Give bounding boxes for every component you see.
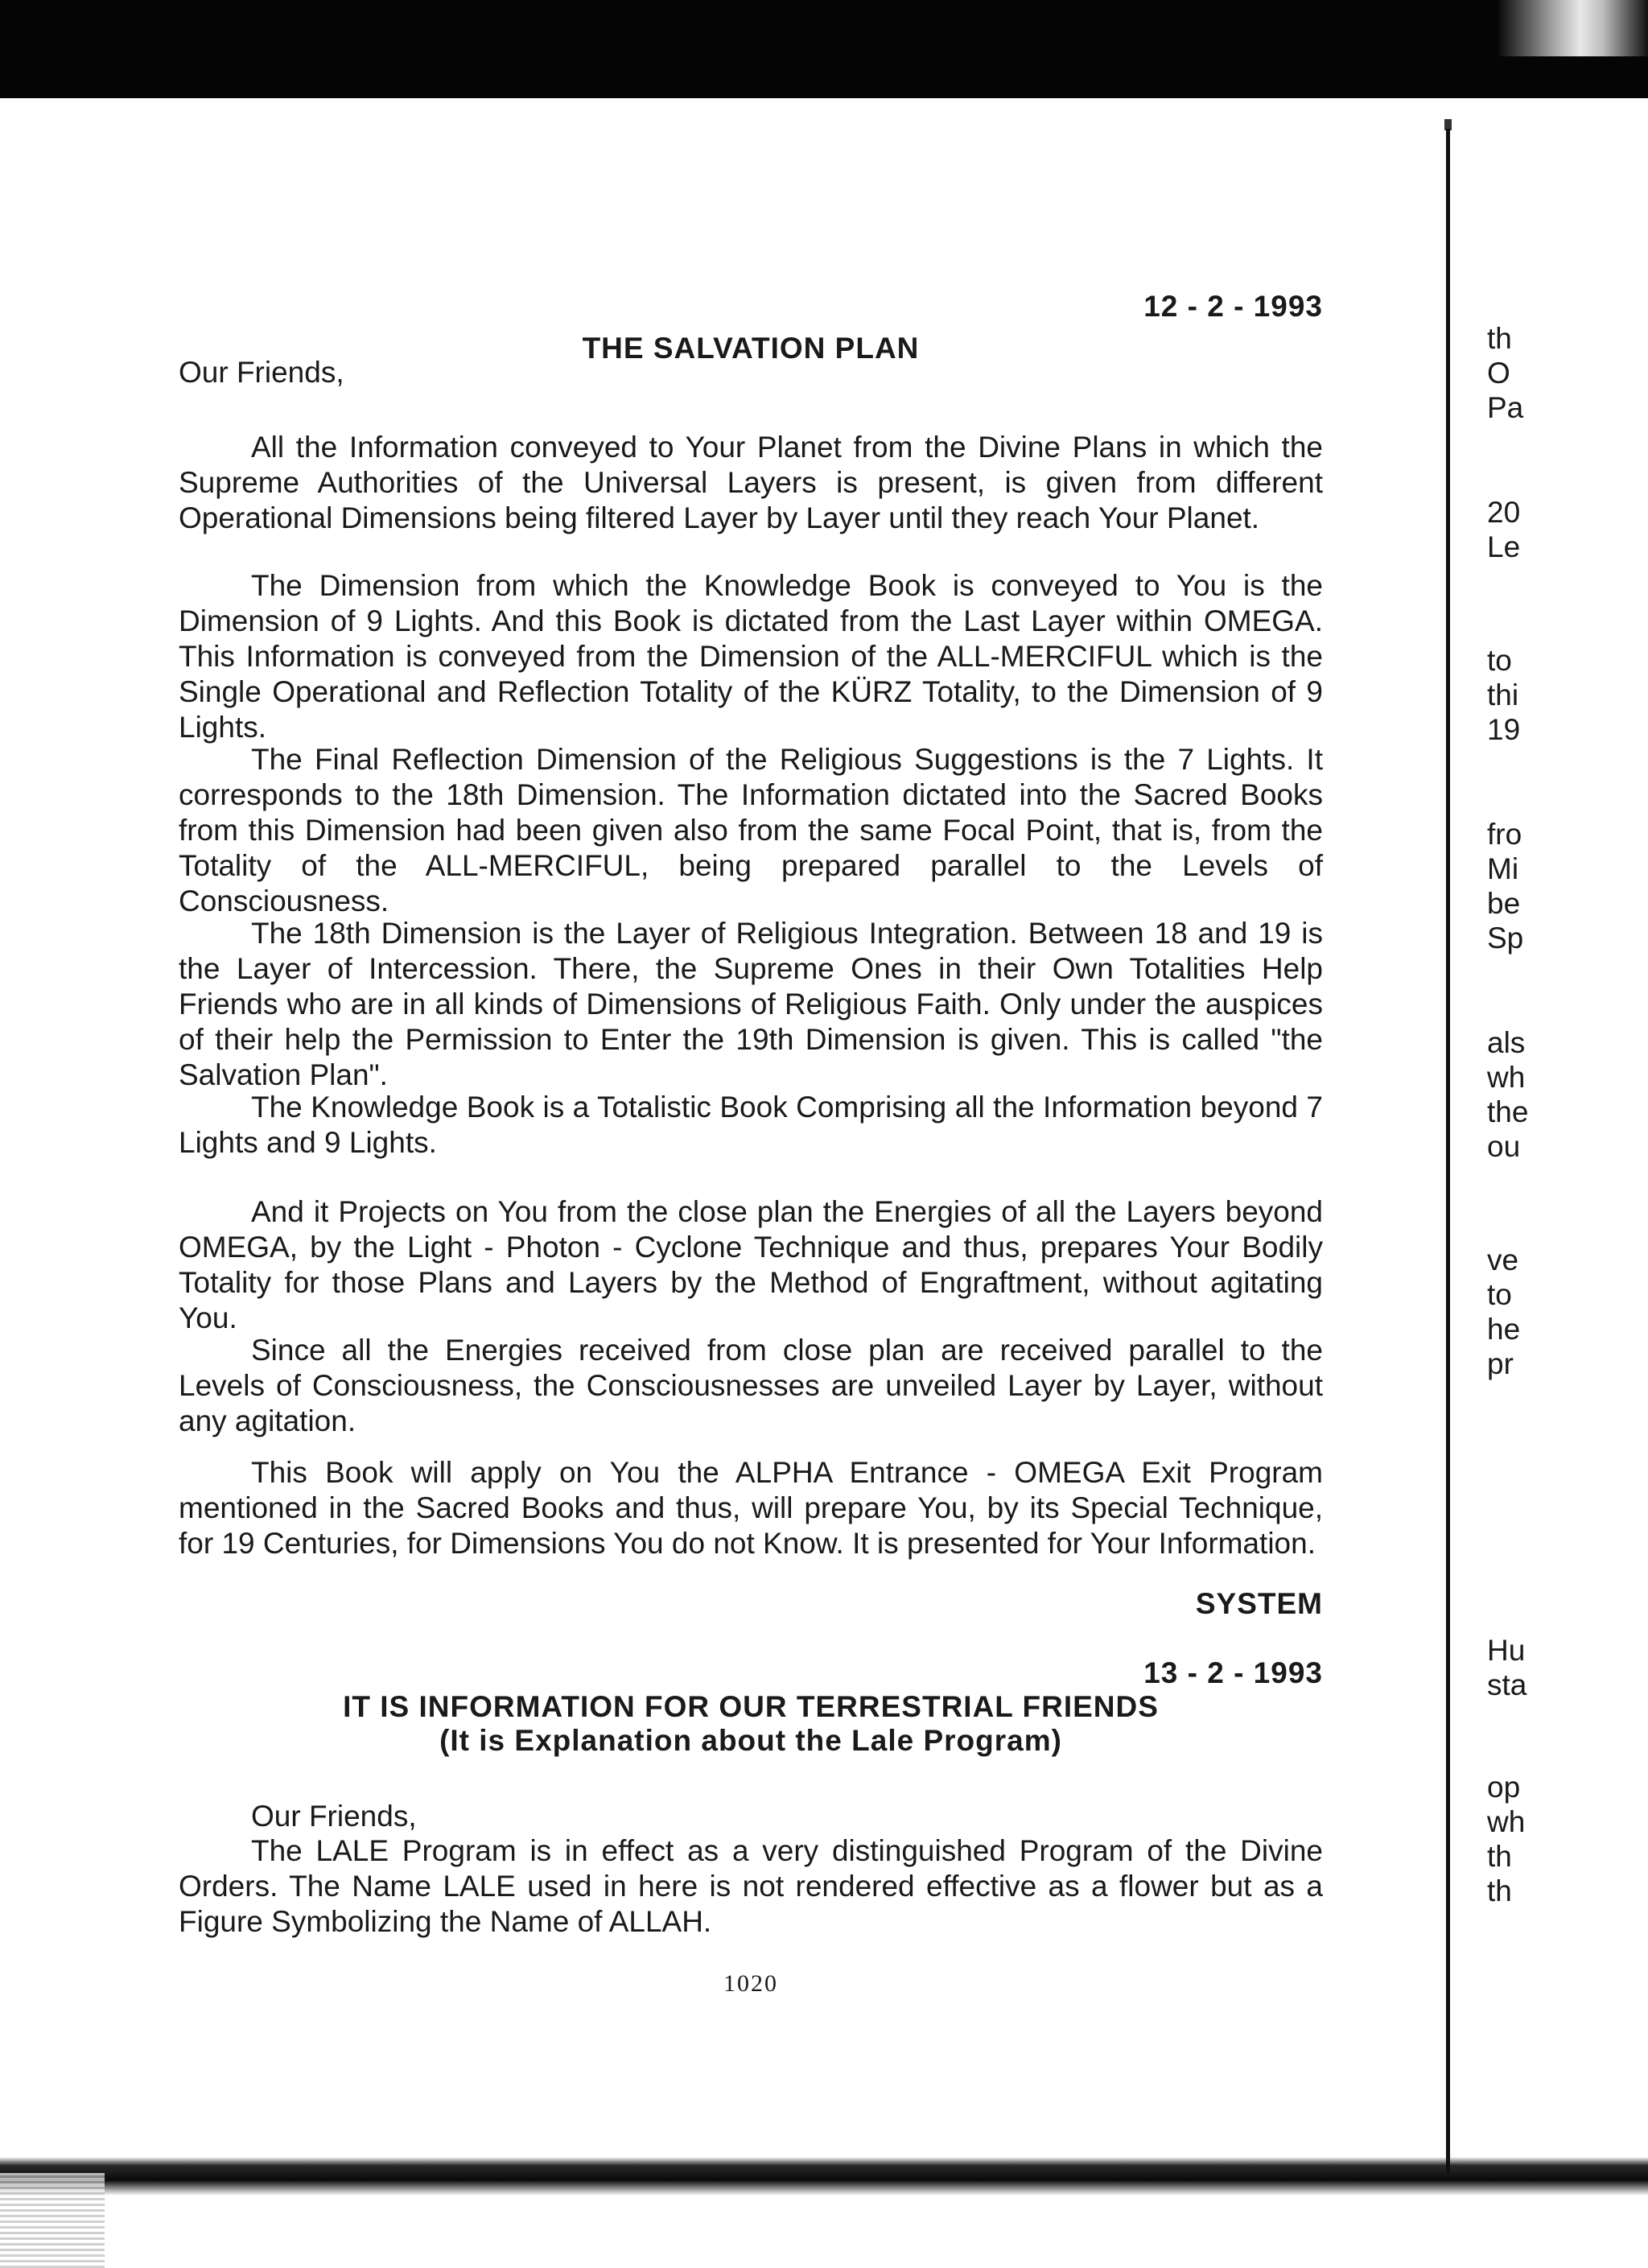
next-page-fragment: 19 [1487, 713, 1521, 746]
next-page-fragment: be [1487, 887, 1521, 920]
letter1-date: 12 - 2 - 1993 [1143, 290, 1323, 323]
next-page-fragment: Le [1487, 530, 1521, 563]
scan-border-top [0, 0, 1648, 98]
letter1-signature: SYSTEM [1195, 1587, 1323, 1620]
scan-border-bottom [0, 2157, 1648, 2196]
letter2-paragraph: The LALE Program is in effect as a very distinguished Program of the Divine Orders. The Name LALE used in here is not rendered effective as a flower but as a Figure Symbolizing the Name of ALLAH. [179, 1834, 1323, 1938]
next-page-fragment: thi [1487, 678, 1519, 711]
adjacent-page-edge [1487, 0, 1648, 2173]
next-page-fragment: he [1487, 1313, 1521, 1346]
book-gutter [1446, 129, 1450, 2173]
letter2-greeting: Our Friends, [251, 1800, 417, 1833]
next-page-fragment: ve [1487, 1243, 1519, 1276]
next-page-fragment: sta [1487, 1668, 1527, 1701]
scan-noise [0, 2173, 105, 2268]
next-page-fragment: Mi [1487, 852, 1519, 885]
letter1-title: THE SALVATION PLAN [582, 332, 920, 365]
next-page-fragment: O [1487, 357, 1510, 390]
letter1-paragraph-5: The Knowledge Book is a Totalistic Book Comprising all the Information beyond 7 Lights and 9 Lights. [179, 1091, 1323, 1159]
next-page-fragment: pr [1487, 1347, 1514, 1380]
next-page-fragment: ou [1487, 1130, 1521, 1163]
letter1-paragraph-3: The Final Reflection Dimension of the Religious Suggestions is the 7 Lights. It corresponds to the 18th Dimension. The Information dictated into the Sacred Books from this Dimension had been given also from the same Focal Point, that is, from the Totality of the ALL-MERCIFUL, being prepared parallel to the Levels of Consciousness. [179, 743, 1323, 918]
letter1-paragraph-8: This Book will apply on You the ALPHA Entrance - OMEGA Exit Program mentioned in the Sacred Books and thus, will prepare You, by its Special Technique, for 19 Centuries, for Dimensions You do not Know. It is presented for Your Information. [179, 1456, 1323, 1560]
letter1-paragraph-6: And it Projects on You from the close plan the Energies of all the Layers beyond OMEGA, by the Light - Photon - Cyclone Technique and thus, prepares Your Bodily Totality for those Plans and Layers by the Method of Engraftment, without agitating You. [179, 1195, 1323, 1334]
next-page-fragment: Sp [1487, 922, 1524, 955]
letter2-title: IT IS INFORMATION FOR OUR TERRESTRIAL FRIENDS [343, 1690, 1159, 1723]
next-page-fragment: Hu [1487, 1634, 1526, 1667]
next-page-fragment: wh [1487, 1805, 1526, 1838]
letter1-paragraph-7: Since all the Energies received from close plan are received parallel to the Levels of Consciousness, the Consciousnesses are unveiled Layer by Layer, without any agitation. [179, 1334, 1323, 1437]
next-page-fragment: op [1487, 1771, 1521, 1804]
letter2-date: 13 - 2 - 1993 [1143, 1656, 1323, 1689]
letter1-paragraph-2: The Dimension from which the Knowledge Book is conveyed to You is the Dimension of 9 Lights. And this Book is dictated from the Last Layer within OMEGA. This Information is conveyed from the Dimension of the ALL-MERCIFUL which is the Single Operational and Reflection Totality of the KÜRZ Totality, to the Dimension of 9 Lights. [179, 569, 1323, 744]
next-page-fragment: wh [1487, 1061, 1526, 1094]
next-page-fragment: Pa [1487, 391, 1524, 424]
next-page-fragment: th [1487, 322, 1512, 355]
next-page-fragment: 20 [1487, 496, 1521, 529]
letter1-greeting: Our Friends, [179, 356, 344, 389]
next-page-fragment: to [1487, 1278, 1512, 1311]
next-page-fragment: als [1487, 1026, 1526, 1059]
next-page-fragment: th [1487, 1874, 1512, 1907]
next-page-fragment: the [1487, 1095, 1529, 1128]
letter1-paragraph-4: The 18th Dimension is the Layer of Religious Integration. Between 18 and 19 is the Layer of Intercession. There, the Supreme Ones in their Own Totalities Help Friends who are in all kinds of Dimensions of Religious Faith. Only under the auspices of their help the Permission to Enter the 19th Dimension is given. This is called "the Salvation Plan". [179, 917, 1323, 1091]
next-page-fragment: fro [1487, 818, 1522, 851]
next-page-fragment: to [1487, 644, 1512, 677]
letter1-paragraph-1: All the Information conveyed to Your Planet from the Divine Plans in which the Supreme Authorities of the Universal Layers is present, is given from different Operational Dimensions being filtered Layer by Layer until they reach Your Planet. [179, 431, 1323, 534]
next-page-fragment: th [1487, 1840, 1512, 1873]
page-number: 1020 [723, 1970, 778, 1997]
letter2-subtitle: (It is Explanation about the Lale Program) [439, 1724, 1062, 1757]
